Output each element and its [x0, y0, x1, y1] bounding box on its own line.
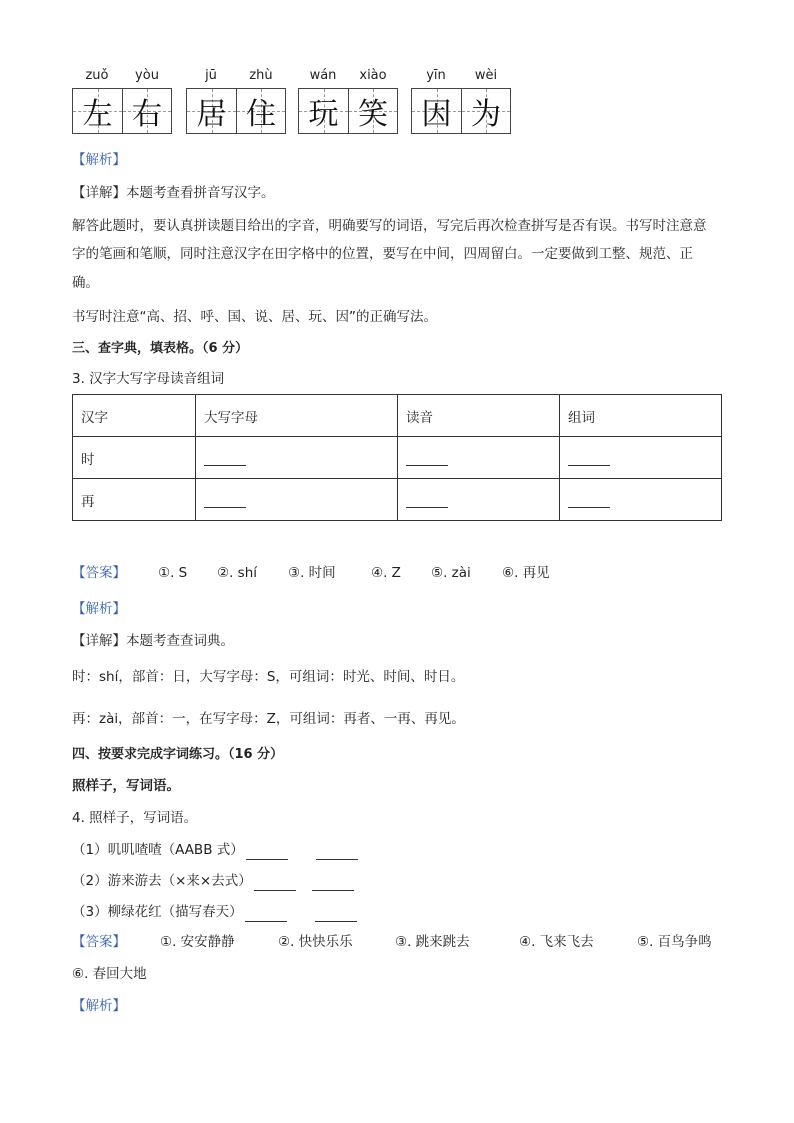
pinyin: yīn: [426, 68, 446, 83]
pinyin: yòu: [135, 68, 159, 83]
fill-blank[interactable]: [316, 845, 358, 860]
question-item: [72, 902, 357, 922]
table-header-cell: 组词: [560, 395, 722, 437]
answer-row: [72, 932, 732, 952]
table-header-cell: 大写字母: [196, 395, 398, 437]
hanzi: 右: [132, 97, 162, 132]
fill-blank[interactable]: [196, 437, 398, 479]
hanzi: 住: [246, 97, 276, 132]
answer-item: ①. 安安静静: [160, 934, 235, 950]
answer-item: ②. shí: [217, 565, 258, 581]
hanzi: 居: [196, 97, 227, 132]
fill-blank[interactable]: [254, 876, 296, 891]
question-item-text: （1）叽叽喳喳（AABB 式）: [72, 842, 244, 858]
hanzi: 左: [82, 97, 113, 132]
analysis-label: 【解析】: [72, 152, 126, 168]
fill-blank[interactable]: [560, 479, 722, 521]
hanzi: 为: [471, 97, 501, 132]
pinyin: jū: [205, 68, 217, 83]
table-cell: 再: [73, 479, 196, 521]
pinyin: wán: [309, 68, 337, 83]
pinyin: zhù: [249, 68, 273, 83]
paragraph-line: 字的笔画和笔顺，同时注意汉字在田字格中的位置，要写在中间，四周留白。一定要做到工整、规范、正: [72, 246, 693, 262]
paragraph-line: 再：zài，部首：一，在写字母：Z，可组词：再者、一再、再见。: [72, 711, 465, 727]
question-item-text: （3）柳绿花红（描写春天）: [72, 904, 243, 920]
fill-blank[interactable]: [196, 479, 398, 521]
question-title: 3. 汉字大写字母读音组词: [72, 371, 225, 387]
question-item: [72, 871, 354, 891]
answer-item: ①. S: [158, 565, 188, 581]
dictionary-table: [72, 394, 722, 521]
answer-item: ④. 飞来飞去: [519, 934, 594, 950]
table-header-cell: 读音: [398, 395, 560, 437]
hanzi: 笑: [358, 97, 388, 132]
fill-blank[interactable]: [246, 845, 288, 860]
section-heading: 三、查字典，填表格。（6 分）: [72, 341, 249, 356]
answer-item: ⑤. 百鸟争鸣: [637, 934, 712, 950]
table-row: [73, 479, 722, 521]
hanzi: 因: [421, 97, 452, 132]
paragraph-line: 确。: [72, 275, 99, 291]
fill-blank[interactable]: [398, 479, 560, 521]
pinyin: zuǒ: [85, 68, 109, 83]
fill-blank[interactable]: [398, 437, 560, 479]
answer-row: [72, 563, 722, 583]
fill-blank[interactable]: [560, 437, 722, 479]
answer-label: 【答案】: [72, 565, 126, 581]
pinyin-box-group-1: [72, 68, 172, 138]
sub-heading: 照样子，写词语。: [72, 778, 180, 794]
analysis-label: 【解析】: [72, 998, 126, 1014]
answer-item: ③. 时间: [288, 565, 336, 581]
fill-blank[interactable]: [245, 907, 287, 922]
tian-zi-ge-box: [186, 88, 286, 134]
pinyin: wèi: [474, 68, 498, 83]
tian-zi-ge-box: [298, 88, 398, 134]
paragraph-line: 书写时注意“高、招、呼、国、说、居、玩、因”的正确写法。: [72, 309, 437, 325]
table-header-cell: 汉字: [73, 395, 196, 437]
answer-item: ⑥. 再见: [502, 565, 550, 581]
table-cell: 时: [73, 437, 196, 479]
answer-item: ④. Z: [371, 565, 401, 581]
answer-label: 【答案】: [72, 934, 126, 950]
detail-text: 【详解】本题考查看拼音写汉字。: [72, 185, 275, 201]
detail-text: 【详解】本题考查查词典。: [72, 633, 234, 649]
pinyin-box-group-4: [411, 68, 511, 138]
analysis-label: 【解析】: [72, 601, 126, 617]
section-heading: 四、按要求完成字词练习。（16 分）: [72, 747, 284, 762]
question-title: 4. 照样子，写词语。: [72, 810, 198, 826]
paragraph-line: 解答此题时，要认真拼读题目给出的字音，明确要写的词语，写完后再次检查拼写是否有误。书写时注意意: [72, 218, 707, 234]
question-item-text: （2）游来游去（×来×去式）: [72, 873, 252, 889]
answer-item: ⑤. zài: [431, 565, 471, 581]
table-header-row: [73, 395, 722, 437]
fill-blank[interactable]: [312, 876, 354, 891]
tian-zi-ge-box: [72, 88, 172, 134]
answer-item: ③. 跳来跳去: [395, 934, 470, 950]
pinyin: xiào: [359, 68, 387, 83]
question-item: [72, 840, 358, 860]
answer-item: ②. 快快乐乐: [278, 934, 353, 950]
fill-blank[interactable]: [315, 907, 357, 922]
paragraph-line: 时：shí，部首：日，大写字母：S，可组词：时光、时间、时日。: [72, 669, 465, 685]
hanzi: 玩: [308, 97, 339, 132]
tian-zi-ge-box: [411, 88, 511, 134]
table-row: [73, 437, 722, 479]
pinyin-box-group-2: [186, 68, 286, 138]
answer-item: ⑥. 春回大地: [72, 966, 147, 982]
pinyin-box-group-3: [298, 68, 398, 138]
